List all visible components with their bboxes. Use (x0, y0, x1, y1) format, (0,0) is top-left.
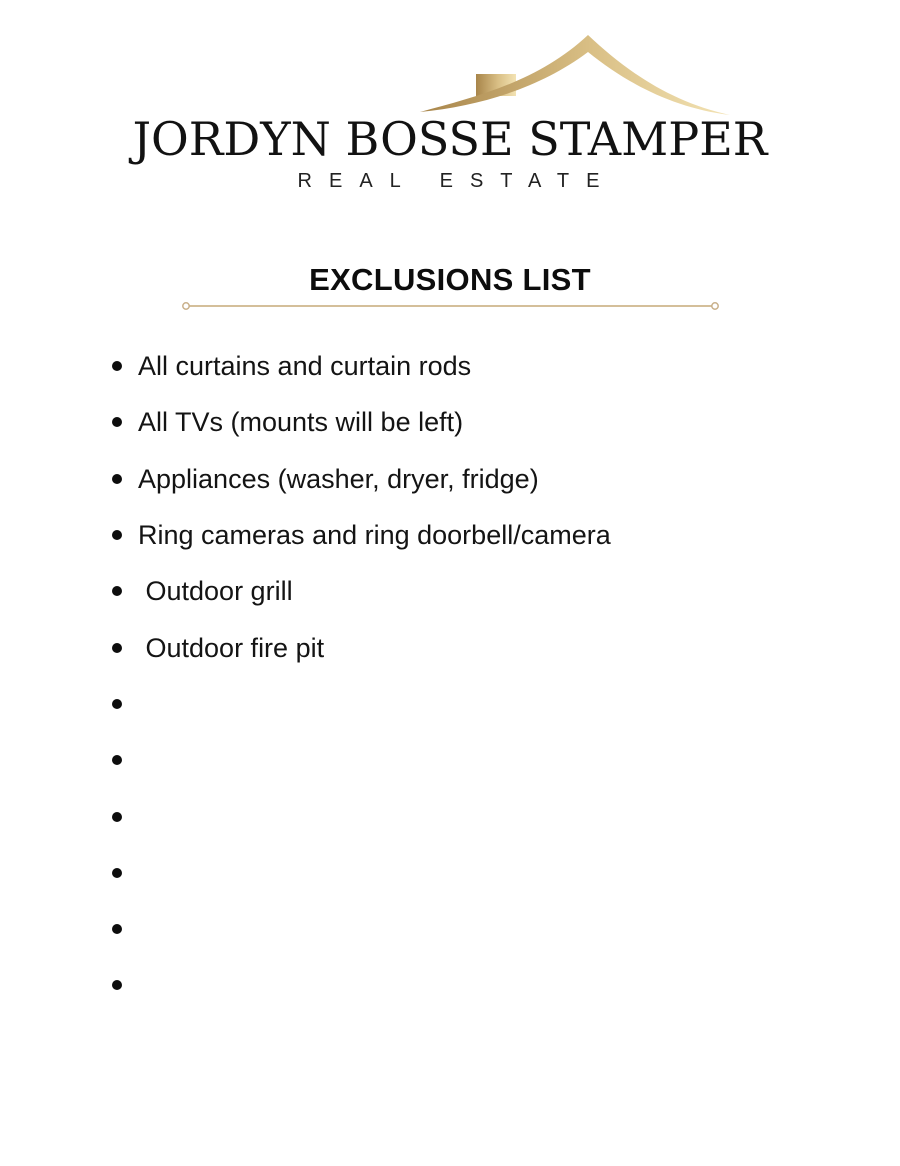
bullet-icon (112, 924, 122, 934)
list-item-text: All TVs (mounts will be left) (138, 407, 464, 438)
list-item-text: Ring cameras and ring doorbell/camera (138, 520, 611, 551)
bullet-icon (112, 980, 122, 990)
list-item (0, 507, 900, 563)
list-item (0, 338, 900, 394)
list-item-text: Outdoor grill (138, 576, 293, 607)
page-title: EXCLUSIONS LIST (309, 262, 591, 297)
list-item (0, 676, 900, 732)
list-item (0, 563, 900, 619)
list-item (0, 732, 900, 788)
bullet-icon (112, 643, 122, 653)
list-item (0, 451, 900, 507)
list-item-text: Appliances (washer, dryer, fridge) (138, 463, 539, 494)
bullet-icon (112, 586, 122, 596)
bullet-icon (112, 755, 122, 765)
bullet-icon (112, 417, 122, 427)
bullet-icon (112, 361, 122, 371)
list-item (0, 901, 900, 957)
bullet-icon (112, 530, 122, 540)
list-item (0, 619, 900, 675)
list-item (0, 957, 900, 1013)
bullet-icon (112, 474, 122, 484)
bullet-icon (112, 868, 122, 878)
bullet-icon (112, 699, 122, 709)
bullet-icon (112, 812, 122, 822)
list-item-text: All curtains and curtain rods (138, 351, 472, 382)
list-item-text: Outdoor fire pit (138, 632, 325, 663)
logo-name: JORDYN BOSSE STAMPER (132, 112, 768, 166)
logo-subtitle: REAL ESTATE (297, 170, 617, 192)
list-item (0, 845, 900, 901)
list-item (0, 788, 900, 844)
company-logo (0, 0, 900, 200)
list-item (0, 394, 900, 450)
title-divider (181, 301, 720, 311)
roof-icon (410, 30, 740, 120)
exclusions-list (0, 338, 900, 1014)
